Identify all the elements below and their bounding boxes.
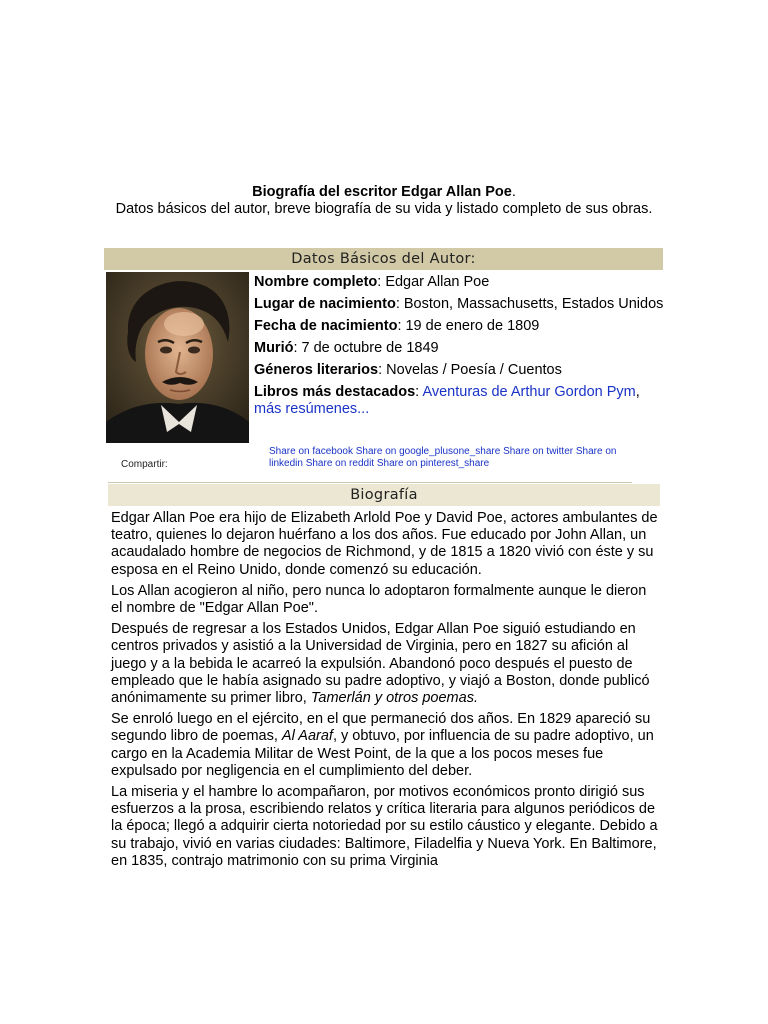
page-header [110, 184, 658, 218]
fact-books: Libros más destacados: Aventuras de Arthur Gordon Pym, más resúmenes... [254, 384, 640, 417]
biography-heading: Biografía [108, 484, 660, 506]
bio-paragraph: Después de regresar a los Estados Unidos, Edgar Allan Poe siguió estudiando en centros privados y asistió a la Universidad de Virginia, pero en 1827 su afición al juego y a la bebida le acarreó la expulsión. Abandonó poco después el puesto de empleado que le había asignado su padre adoptivo, y viajó a Boston, donde publicó anónimamente su primer libro, Tamerlán y otros poemas. [111, 621, 650, 707]
fact-birthplace: Lugar de nacimiento: Boston, Massachusetts, Estados Unidos [254, 296, 664, 312]
bio-paragraph: Los Allan acogieron al niño, pero nunca lo adoptaron formalmente aunque le dieron el nombre de "Edgar Allan Poe". [111, 582, 647, 617]
author-portrait [106, 272, 249, 443]
divider [108, 482, 632, 483]
bio-paragraph: Edgar Allan Poe era hijo de Elizabeth Arlold Poe y David Poe, actores ambulantes de teatro, quienes lo dejaron huérfano a los dos años. Fue educado por John Allan, un acaudalado hombre de negocios de Richmond, y de 1815 a 1820 vivió con éste y su esposa en el Reino Unido, donde comenzó su educación. [111, 510, 658, 578]
fact-genres: Géneros literarios: Novelas / Poesía / Cuentos [254, 362, 562, 378]
fact-full-name: Nombre completo: Edgar Allan Poe [254, 274, 490, 290]
page-title: Biografía del escritor Edgar Allan Poe. [252, 184, 516, 200]
book-link[interactable]: Aventuras de Arthur Gordon Pym [422, 384, 636, 400]
fact-birthdate: Fecha de nacimiento: 19 de enero de 1809 [254, 318, 540, 334]
author-facts [254, 274, 664, 423]
share-label: Compartir: [121, 459, 168, 470]
bio-paragraph: La miseria y el hambre lo acompañaron, por motivos económicos pronto dirigió sus esfuerzos a la prosa, escribiendo relatos y crítica literaria para algunos periódicos de la época; llegó a adquirir cierta notoriedad por su estilo cáustico y elegante. Debido a su trabajo, vivió en varias ciudades: Baltimore, Filadelfia y Nueva York. En Baltimore, en 1835, contrajo matrimonio con su prima Virginia [111, 784, 658, 869]
more-summaries-link[interactable]: más resúmenes... [254, 401, 370, 417]
page-subtitle: Datos básicos del autor, breve biografía de su vida y listado completo de sus obras. [115, 201, 653, 217]
biography-text [111, 510, 659, 874]
share-links[interactable]: Share on facebook Share on google_plusone_share Share on twitter Share on linkedin Share on reddit Share on pinterest_share [269, 446, 617, 469]
fact-death: Murió: 7 de octubre de 1849 [254, 340, 439, 356]
bio-paragraph: Se enroló luego en el ejército, en el que permaneció dos años. En 1829 apareció su segundo libro de poemas, Al Aaraf, y obtuvo, por influencia de su padre adoptivo, un cargo en la Academia Militar de West Point, de la que a los pocos meses fue expulsado por negligencia en el cumplimiento del deber. [111, 711, 654, 779]
portrait-image [106, 272, 249, 443]
basics-heading: Datos Básicos del Autor: [104, 248, 663, 270]
